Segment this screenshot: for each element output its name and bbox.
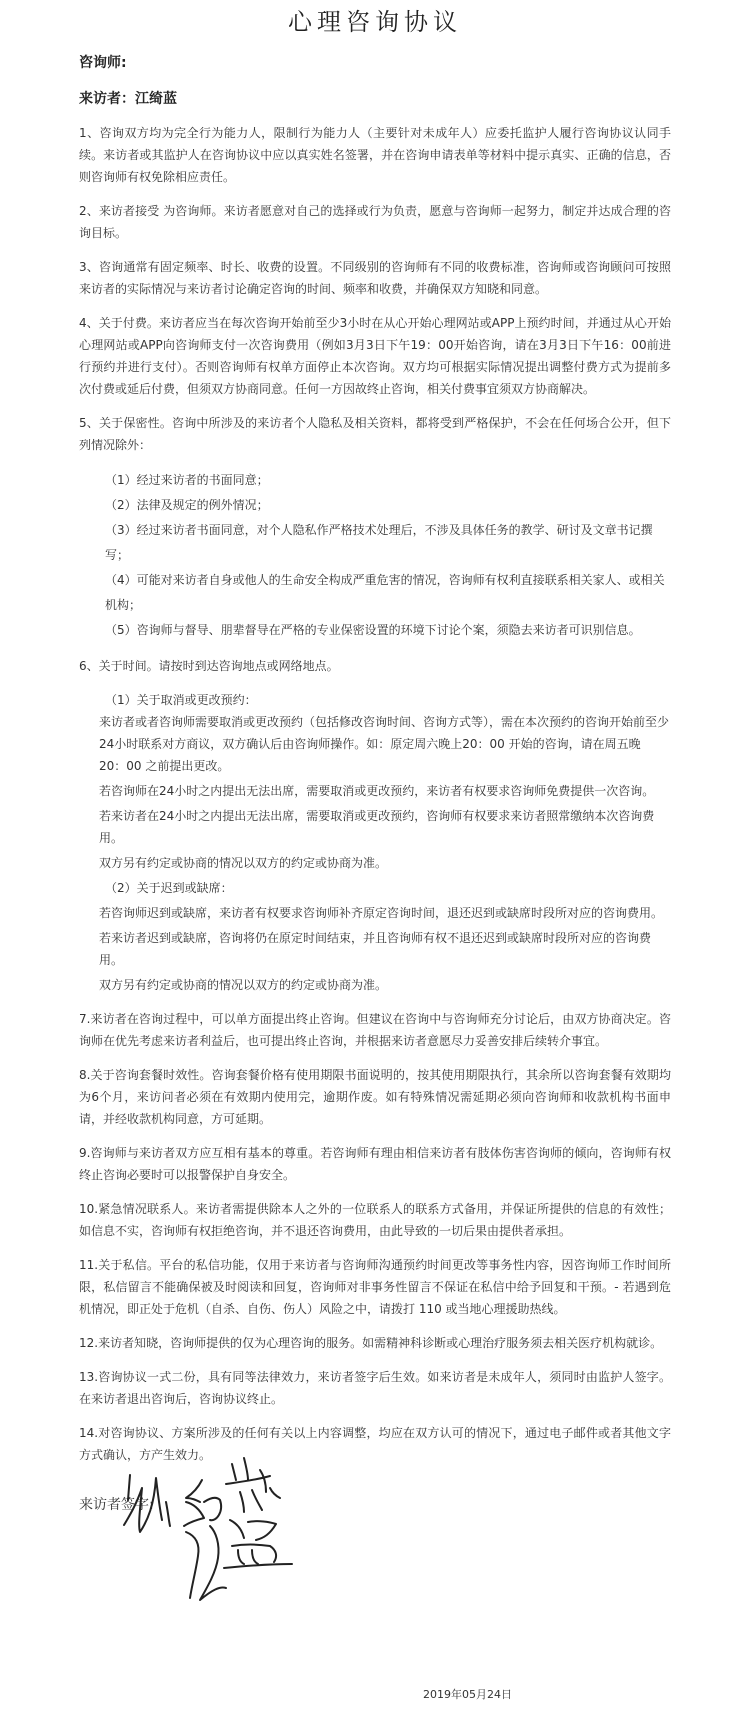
clause-6-paragraph: 若来访者在24小时之内提出无法出席，需要取消或更改预约，咨询师有权要求来访者照常缴纳本次咨询费用。: [99, 809, 655, 845]
clause-6-paragraph: 若咨询师在24小时之内提出无法出席，需要取消或更改预约，来访者有权要求咨询师免费提供一次咨询。: [99, 784, 655, 798]
clause-5: 5、关于保密性。咨询中所涉及的来访者个人隐私及相关资料，都将受到严格保护，不会在任何场合公开，但下列情况除外：: [79, 416, 671, 452]
clause-6-paragraph: 双方另有约定或协商的情况以双方的约定或协商为准。: [99, 978, 388, 992]
clause-2: 2、来访者接受 为咨询师。来访者愿意对自己的选择或行为负责，愿意与咨询师一起努力，制定并达成合理的咨询目标。: [79, 204, 671, 240]
clause-6-sub1-title: （1）关于取消或更改预约：: [105, 693, 257, 707]
sign-date: 2019年05月24日: [423, 1688, 512, 1701]
clause-4: 4、关于付费。来访者应当在每次咨询开始前至少3小时在从心开始心理网站或APP上预约时间，并通过从心开始心理网站或APP向咨询师支付一次咨询费用（例如3月3日下午19：00开始咨询，请在3月3日下午16：00前进行预约并进行支付）。否则咨询师有权单方面停止本次咨询。双方均可根据实际情况提出调整付费方式为提前多次付费或延后付费，但须双方协商同意。任何一方因故终止咨询，相关付费事宜须双方协商解决。: [79, 316, 671, 396]
signature-label: 来访者签字:: [79, 1497, 154, 1513]
handwritten-signature: [120, 1440, 330, 1610]
clause-9: 9.咨询师与来访者双方应互相有基本的尊重。若咨询师有理由相信来访者有肢体伤害咨询师的倾向，咨询师有权终止咨询必要时可以报警保护自身安全。: [79, 1146, 671, 1182]
clause-5-item: （5）咨询师与督导、朋辈督导在严格的专业保密设置的环境下讨论个案，须隐去来访者可识别信息。: [105, 623, 641, 637]
clause-6-paragraph: 若来访者迟到或缺席，咨询将仍在原定时间结束，并且咨询师有权不退还迟到或缺席时段所对应的咨询费用。: [99, 931, 652, 967]
clause-3: 3、咨询通常有固定频率、时长、收费的设置。不同级别的咨询师有不同的收费标准，咨询师或咨询顾问可按照来访者的实际情况与来访者讨论确定咨询的时间、频率和收费，并确保双方知晓和同意。: [79, 260, 671, 296]
clause-1: 1、咨询双方均为完全行为能力人，限制行为能力人（主要针对未成年人）应委托监护人履行咨询协议认同手续。来访者或其监护人在咨询协议中应以真实姓名签署，并在咨询申请表单等材料中提示真实、正确的信息，否则咨询师有权免除相应责任。: [79, 126, 671, 184]
counselor-label: 咨询师:: [79, 55, 127, 71]
clause-5-item: （1）经过来访者的书面同意；: [105, 473, 269, 487]
visitor-name-line: 来访者：江绮蓝: [79, 91, 177, 107]
clause-14: 14.对咨询协议、方案所涉及的任何有关以上内容调整，均应在双方认可的情况下，通过电子邮件或者其他文字方式确认，方产生效力。: [79, 1426, 671, 1462]
clause-6-paragraph: 双方另有约定或协商的情况以双方的约定或协商为准。: [99, 856, 388, 870]
clause-13: 13.咨询协议一式二份，具有同等法律效力，来访者签字后生效。如来访者是未成年人，须同时由监护人签字。在来访者退出咨询后，咨询协议终止。: [79, 1370, 671, 1406]
clause-5-item: （2）法律及规定的例外情况；: [105, 498, 269, 512]
clause-5-item: （4）可能对来访者自身或他人的生命安全构成严重危害的情况，咨询师有权利直接联系相关家人、或相关机构；: [105, 573, 665, 612]
document-title: 心理咨询协议: [288, 8, 462, 36]
clause-5-exceptions: [79, 468, 671, 643]
clause-6: 6、关于时间。请按时到达咨询地点或网络地点。: [79, 659, 339, 673]
clause-11: 11.关于私信。平台的私信功能，仅用于来访者与咨询师沟通预约时间更改等事务性内容，因咨询师工作时间所限，私信留言不能确保被及时阅读和回复，咨询师对非事务性留言不保证在私信中给予回复和干预。- 若遇到危机情况，即正处于危机（自杀、自伤、伤人）风险之中，请拨打 110 或当地心理援助热线。: [79, 1258, 671, 1316]
clause-5-item: （3）经过来访者书面同意，对个人隐私作严格技术处理后，不涉及具体任务的教学、研讨及文章书记撰写；: [105, 523, 653, 562]
clause-list: [79, 122, 671, 1466]
clause-6-paragraph: 若咨询师迟到或缺席，来访者有权要求咨询师补齐原定咨询时间，退还迟到或缺席时段所对应的咨询费用。: [99, 906, 664, 920]
clause-12: 12.来访者知晓，咨询师提供的仅为心理咨询的服务。如需精神科诊断或心理治疗服务须去相关医疗机构就诊。: [79, 1336, 663, 1350]
clause-6-sub2-title: （2）关于迟到或缺席：: [105, 881, 233, 895]
clause-6-paragraph: 来访者或者咨询师需要取消或更改预约（包括修改咨询时间、咨询方式等），需在本次预约的咨询开始前至少24小时联系对方商议，双方确认后由咨询师操作。如：原定周六晚上20：00 开始的咨询，请在周五晚 20：00 之前提出更改。: [99, 715, 670, 773]
clause-10: 10.紧急情况联系人。来访者需提供除本人之外的一位联系人的联系方式备用，并保证所提供的信息的有效性；如信息不实，咨询师有权拒绝咨询，并不退还咨询费用，由此导致的一切后果由提供者承担。: [79, 1202, 671, 1238]
clause-7: 7.来访者在咨询过程中，可以单方面提出终止咨询。但建议在咨询中与咨询师充分讨论后，由双方协商决定。咨询师在优先考虑来访者利益后，也可提出终止咨询，并根据来访者意愿尽力妥善安排后续转介事宜。: [79, 1012, 671, 1048]
clause-8: 8.关于咨询套餐时效性。咨询套餐价格有使用期限书面说明的，按其使用期限执行，其余所以咨询套餐有效期均为6个月，来访问者必须在有效期内使用完，逾期作废。如有特殊情况需延期必须向咨询师和收款机构书面申请，并经收款机构同意，方可延期。: [79, 1068, 671, 1126]
